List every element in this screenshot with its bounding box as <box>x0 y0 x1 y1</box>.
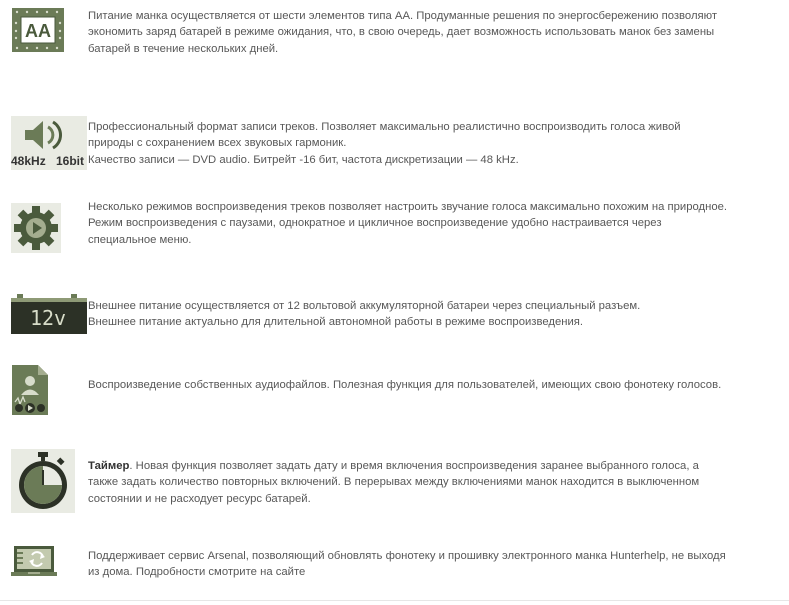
feature-text <box>88 458 728 507</box>
feature-paragraph: Воспроизведение собственных аудиофайлов. Полезная функция для пользователей, имеющих свою фонотеку голосов. <box>88 379 722 391</box>
feature-paragraph: Питание манка осуществляется от шести элементов типа АА. Продуманные решения по энергосбережению позволяют экономить заряд батарей в режиме ожидания, что, в свою очередь, дает возможность использовать манок без замены батарей в течение нескольких дней. <box>88 10 718 55</box>
feature-paragraph: Внешнее питание актуально для длительной автономной работы в режиме воспроизведения. <box>88 316 584 329</box>
feature-paragraph: Внешнее питание осуществляется от 12 вольтовой аккумуляторной батареи через специальный разъем. <box>88 300 641 312</box>
feature-paragraph: Режим воспроизведения с паузами, однократное и цикличное воспроизведение удобно настраивается через специальное меню. <box>88 217 662 246</box>
feature-paragraph: Несколько режимов воспроизведения треков позволяет настроить звучание голоса максимально похожим на природное. <box>88 201 728 213</box>
aa-label: AA <box>25 21 51 41</box>
icon-label-khz: 48kHz <box>11 154 46 168</box>
feature-paragraph: Профессиональный формат записи треков. Позволяет максимально реалистично воспроизводить голоса живой природы с сохранением всех звуковых гармоник. <box>88 121 681 150</box>
audio-file-icon <box>11 364 49 416</box>
feature-paragraph <box>88 458 728 507</box>
feature-text <box>88 8 728 57</box>
stopwatch-icon <box>11 449 75 513</box>
feature-text <box>88 199 728 248</box>
feature-text <box>88 377 728 393</box>
feature-paragraph: Качество записи — DVD audio. Битрейт -16 бит, частота дискретизации — 48 kHz. <box>88 153 519 166</box>
divider <box>0 600 789 601</box>
feature-paragraph: Поддерживает сервис Arsenal, позволяющий обновлять фонотеку и прошивку электронного манка Hunterhelp, не выходя из дома. Подробности смотрите на сайте <box>88 550 726 579</box>
battery-label: 12v <box>29 306 67 330</box>
aa-battery-icon <box>11 7 65 53</box>
feature-text <box>88 119 728 168</box>
battery-12v-icon <box>11 294 87 334</box>
feature-text <box>88 298 728 331</box>
icon-label-bit: 16bit <box>56 154 85 168</box>
gear-play-icon <box>11 203 61 253</box>
speaker-icon <box>11 116 87 170</box>
timer-body: . Новая функция позволяет задать дату и время включения воспроизведения заранее выбранного голоса, а также задать количество повторных включений. В перерывах между включениями манок находится в выключенном состоянии и не расходует ресурс батарей. <box>88 460 700 505</box>
feature-text <box>88 548 728 581</box>
laptop-sync-icon <box>11 545 57 579</box>
timer-lead: Таймер <box>88 460 130 472</box>
